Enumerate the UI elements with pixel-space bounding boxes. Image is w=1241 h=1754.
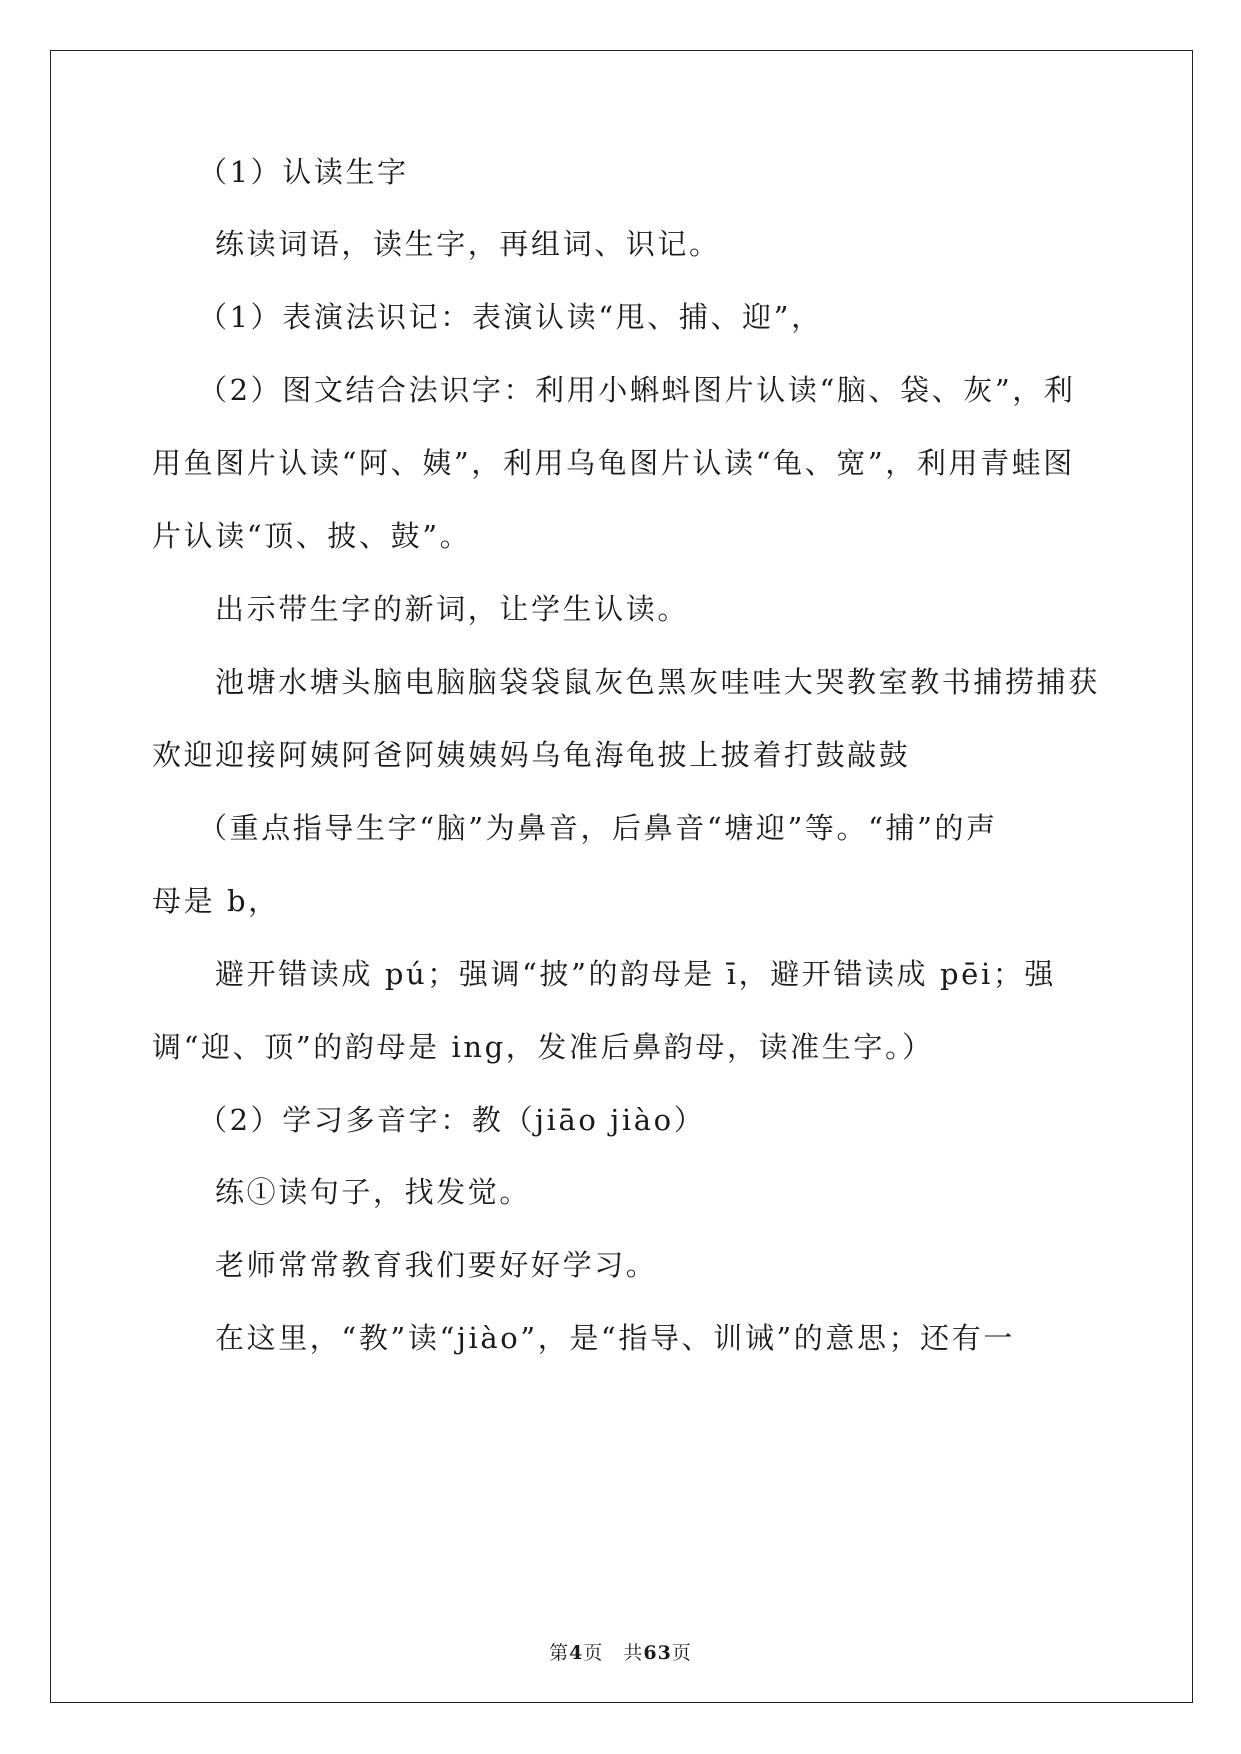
body-line: 调“迎、顶”的韵母是 ing，发准后鼻韵母，读准生字。） — [152, 1030, 934, 1064]
body-line: （1）认读生字 — [198, 155, 409, 189]
current-page-number: 4 — [569, 1642, 584, 1664]
footer-middle: 页 共 — [583, 1642, 644, 1664]
body-line: （2）学习多音字：教（jiāo jiào） — [198, 1103, 706, 1137]
footer-prefix: 第 — [549, 1642, 570, 1664]
body-line: 片认读“顶、披、鼓”。 — [152, 519, 472, 553]
body-line: 老师常常教育我们要好好学习。 — [215, 1248, 658, 1282]
body-line: 避开错读成 pú；强调“披”的韵母是 ī，避开错读成 pēi；强 — [215, 957, 1057, 991]
body-line: 练读词语，读生字，再组词、识记。 — [215, 227, 721, 261]
body-line: 欢迎迎接阿姨阿爸阿姨姨妈乌龟海龟披上披着打鼓敲鼓 — [152, 738, 911, 772]
body-line: （1）表演法识记：表演认读“甩、捕、迎”， — [198, 300, 823, 334]
body-line: （2）图文结合法识字：利用小蝌蚪图片认读“脑、袋、灰”，利 — [198, 373, 1076, 407]
body-line: 在这里，“教”读“jiào”，是“指导、训诫”的意思；还有一 — [215, 1321, 1015, 1355]
body-line: 出示带生字的新词，让学生认读。 — [215, 592, 690, 626]
body-line: 母是 b， — [152, 884, 280, 918]
body-line: 练①读句子，找发觉。 — [215, 1175, 532, 1209]
page-footer — [0, 1638, 1241, 1665]
total-page-count: 63 — [643, 1642, 672, 1664]
footer-suffix: 页 — [671, 1642, 692, 1664]
body-line: （重点指导生字“脑”为鼻音，后鼻音“塘迎”等。“捕”的声 — [198, 811, 998, 845]
body-line: 用鱼图片认读“阿、姨”，利用乌龟图片认读“龟、宽”，利用青蛙图 — [152, 446, 1075, 480]
body-line: 池塘水塘头脑电脑脑袋袋鼠灰色黑灰哇哇大哭教室教书捕捞捕获 — [215, 665, 1100, 699]
